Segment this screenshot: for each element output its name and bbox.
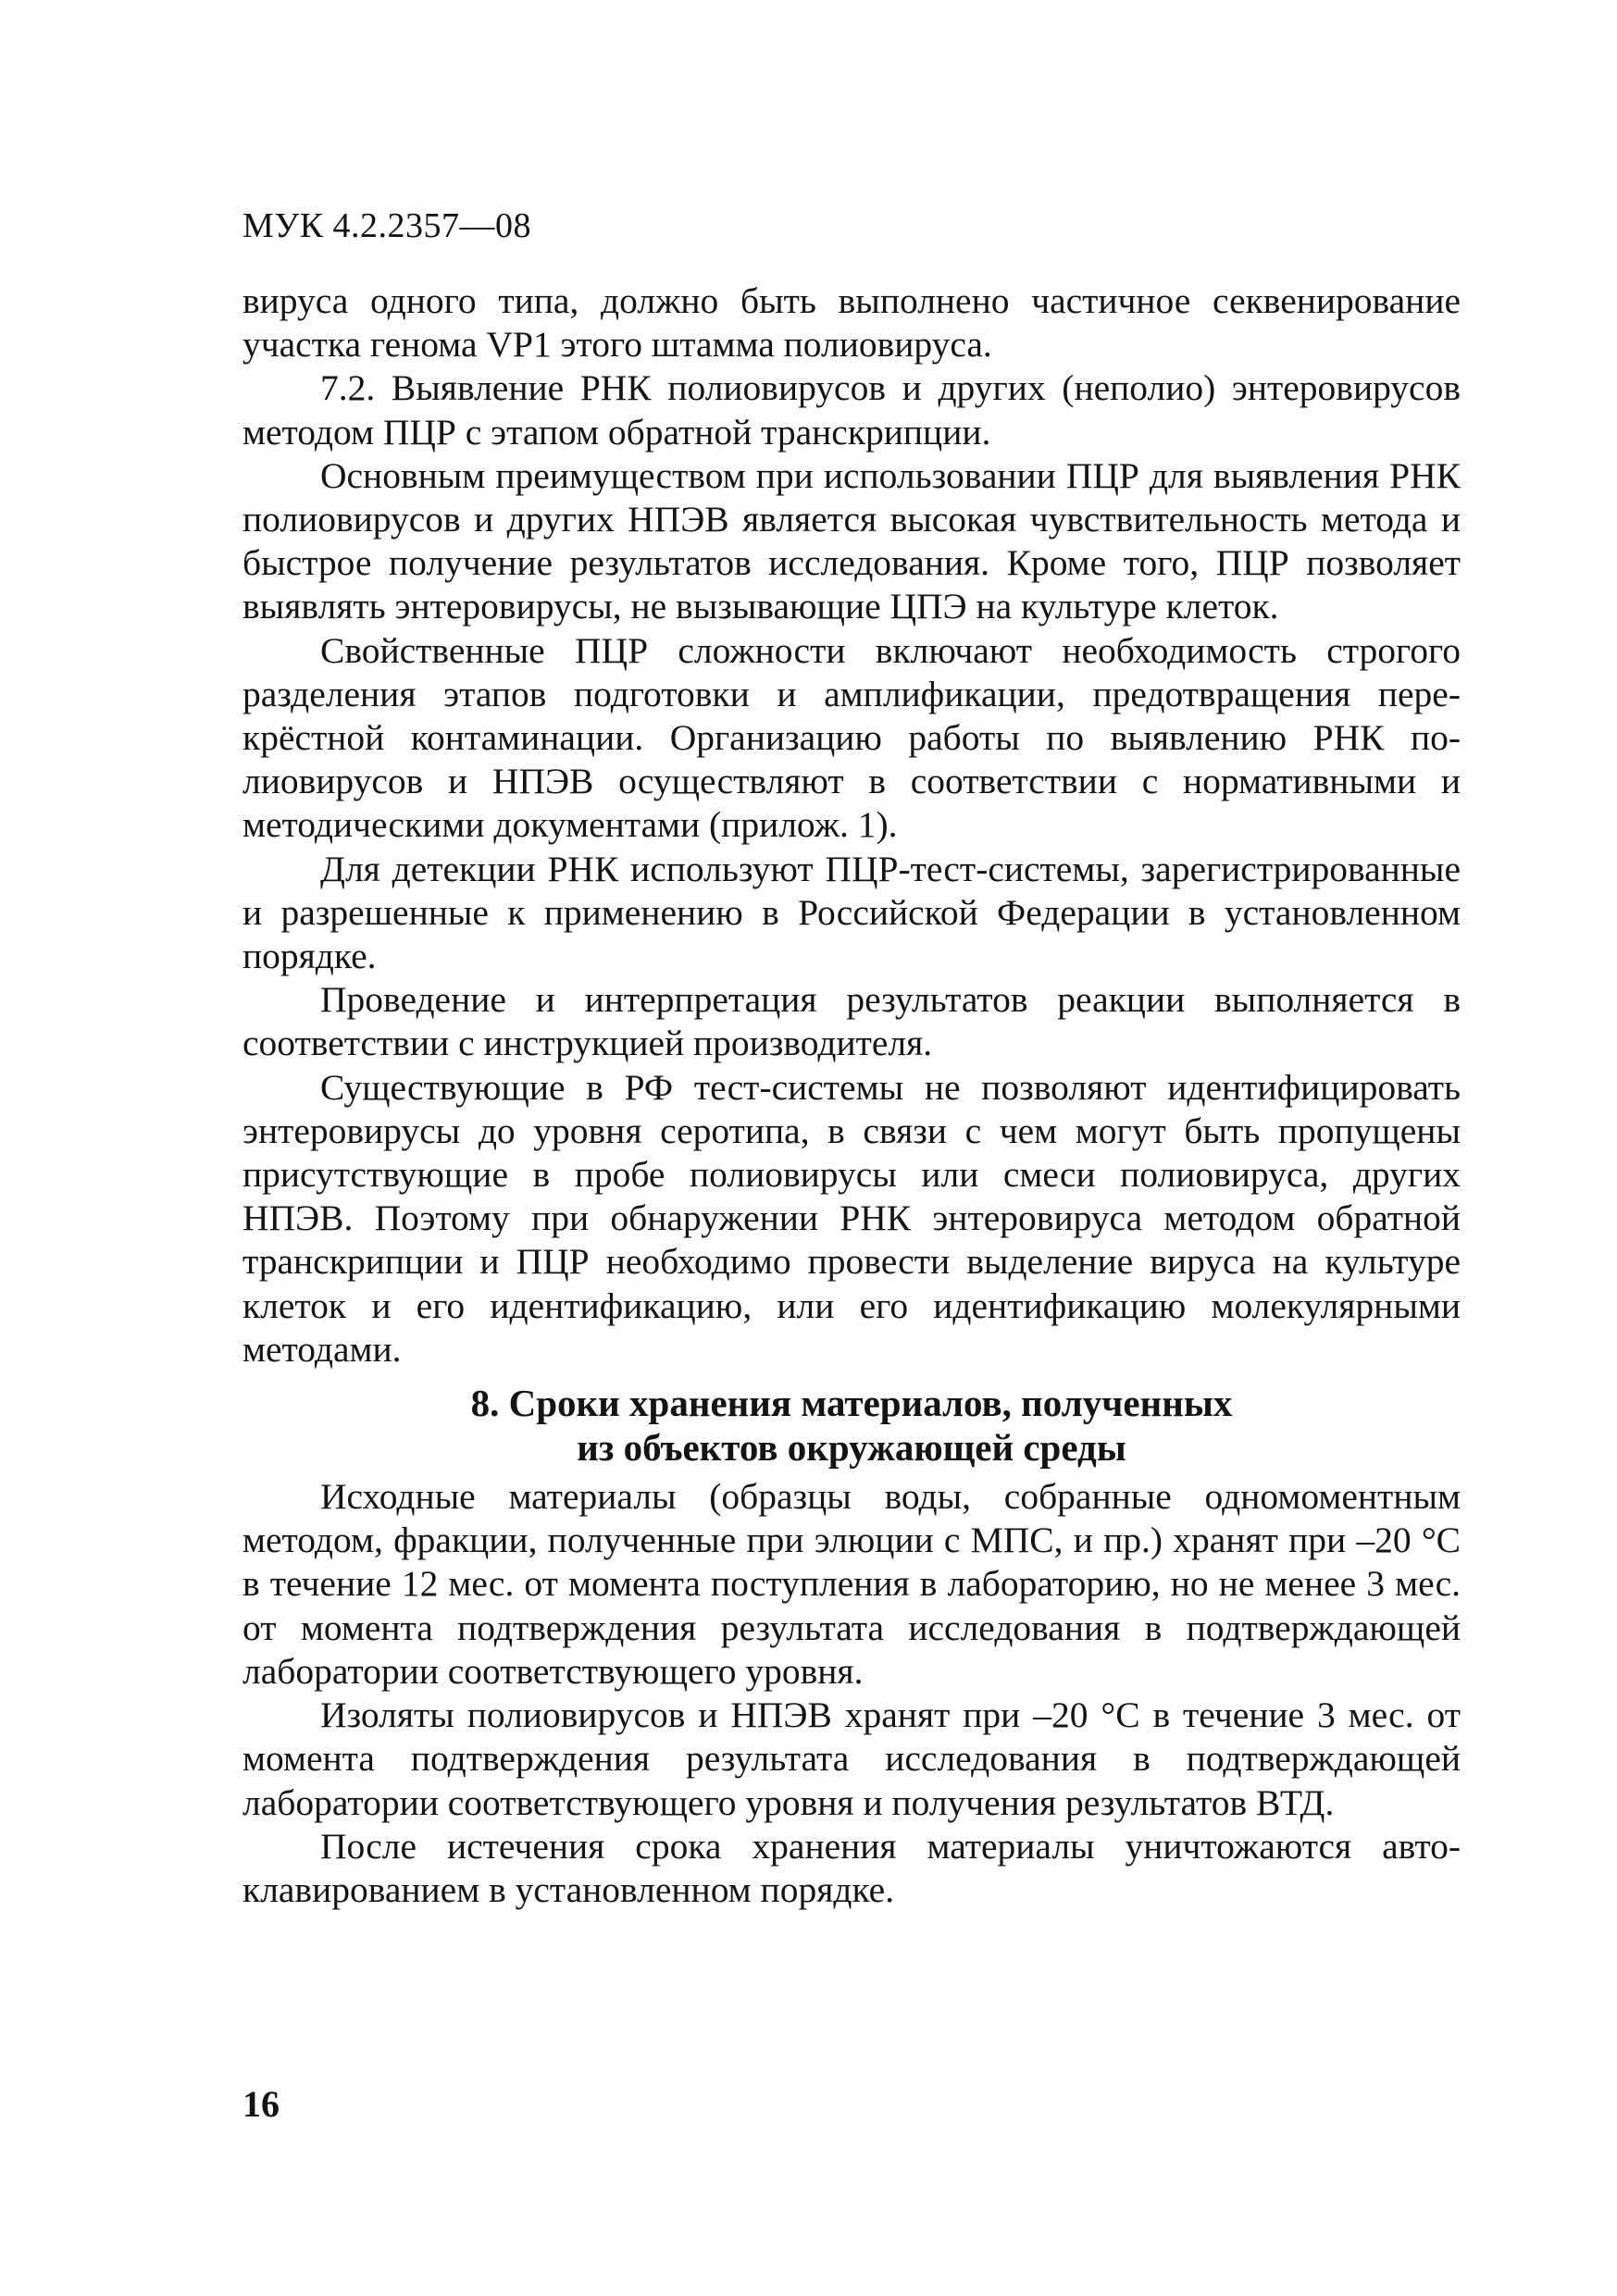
paragraph: Изоляты полиовирусов и НПЭВ хранят при –20 °С в течение 3 мес. от момента подтверждения результата исследования в подтверждающей лаборатории соответствующего уровня и получения результатов ВТД. xyxy=(243,1694,1461,1823)
paragraph: Для детекции РНК используют ПЦР-тест-системы, зарегистрированные и разрешенные к применению в Российской Федерации в установленном порядке. xyxy=(243,848,1461,977)
paragraph: Исходные материалы (образцы воды, собранные одномоментным методом, фракции, полученные при элюции с МПС, и пр.) хранят при –20 °С в течение 12 мес. от момента поступления в лабораторию, но не менее 3 мес. от момента подтверждения результата исследования в подтверждающей лаборатории соответствующего уровня. xyxy=(243,1476,1461,1692)
section-heading-line: 8. Сроки хранения материалов, полученных xyxy=(470,1382,1233,1425)
subsection-7-2-title: 7.2. Выявление РНК полиовирусов и других (неполио) энтеровирусов методом ПЦР с этапом обратной транскрипции. xyxy=(243,367,1461,453)
paragraph: Свойственные ПЦР сложности включают необходимость строгого разделения этапов подготовки и амплификации, предотвращения перекрёстной контаминации. Организацию работы по выявлению РНК полиовирусов и НПЭВ осуществляют в соответствии с нормативными и методическими документами (прилож. 1). xyxy=(243,629,1461,846)
section-8-heading xyxy=(243,1381,1461,1470)
section-heading-line: из объектов окружающей среды xyxy=(577,1426,1126,1470)
paragraph: Существующие в РФ тест-системы не позволяют идентифицировать энтеровирусы до уровня серотипа, в связи с чем могут быть пропущены присутствующие в пробе полиовирусы или смеси полиовируса, других НПЭВ. Поэтому при обнаружении РНК энтеровируса методом обратной транскрипции и ПЦР необходимо провести выделение вируса на культуре клеток и его идентификацию, или его идентификацию молекулярными методами. xyxy=(243,1066,1461,1370)
page-number: 16 xyxy=(243,2083,280,2125)
paragraph: После истечения срока хранения материалы уничтожаются автоклавированием в установленном порядке. xyxy=(243,1825,1461,1910)
paragraph-continuation: вируса одного типа, должно быть выполнено частичное секвенирование участка генома VP1 этого штамма полиовируса. xyxy=(243,280,1461,366)
paragraph: Проведение и интерпретация результатов реакции выполняется в соответствии с инструкцией производителя. xyxy=(243,979,1461,1064)
document-code-header: МУК 4.2.2357—08 xyxy=(243,206,532,245)
document-body xyxy=(243,279,1461,1912)
paragraph: Основным преимуществом при использовании ПЦР для выявления РНК полиовирусов и других НПЭВ является высокая чувствительность метода и быстрое получение результатов исследования. Кроме того, ПЦР позволяет выявлять энтеровирусы, не вызывающие ЦПЭ на культуре клеток. xyxy=(243,454,1461,627)
